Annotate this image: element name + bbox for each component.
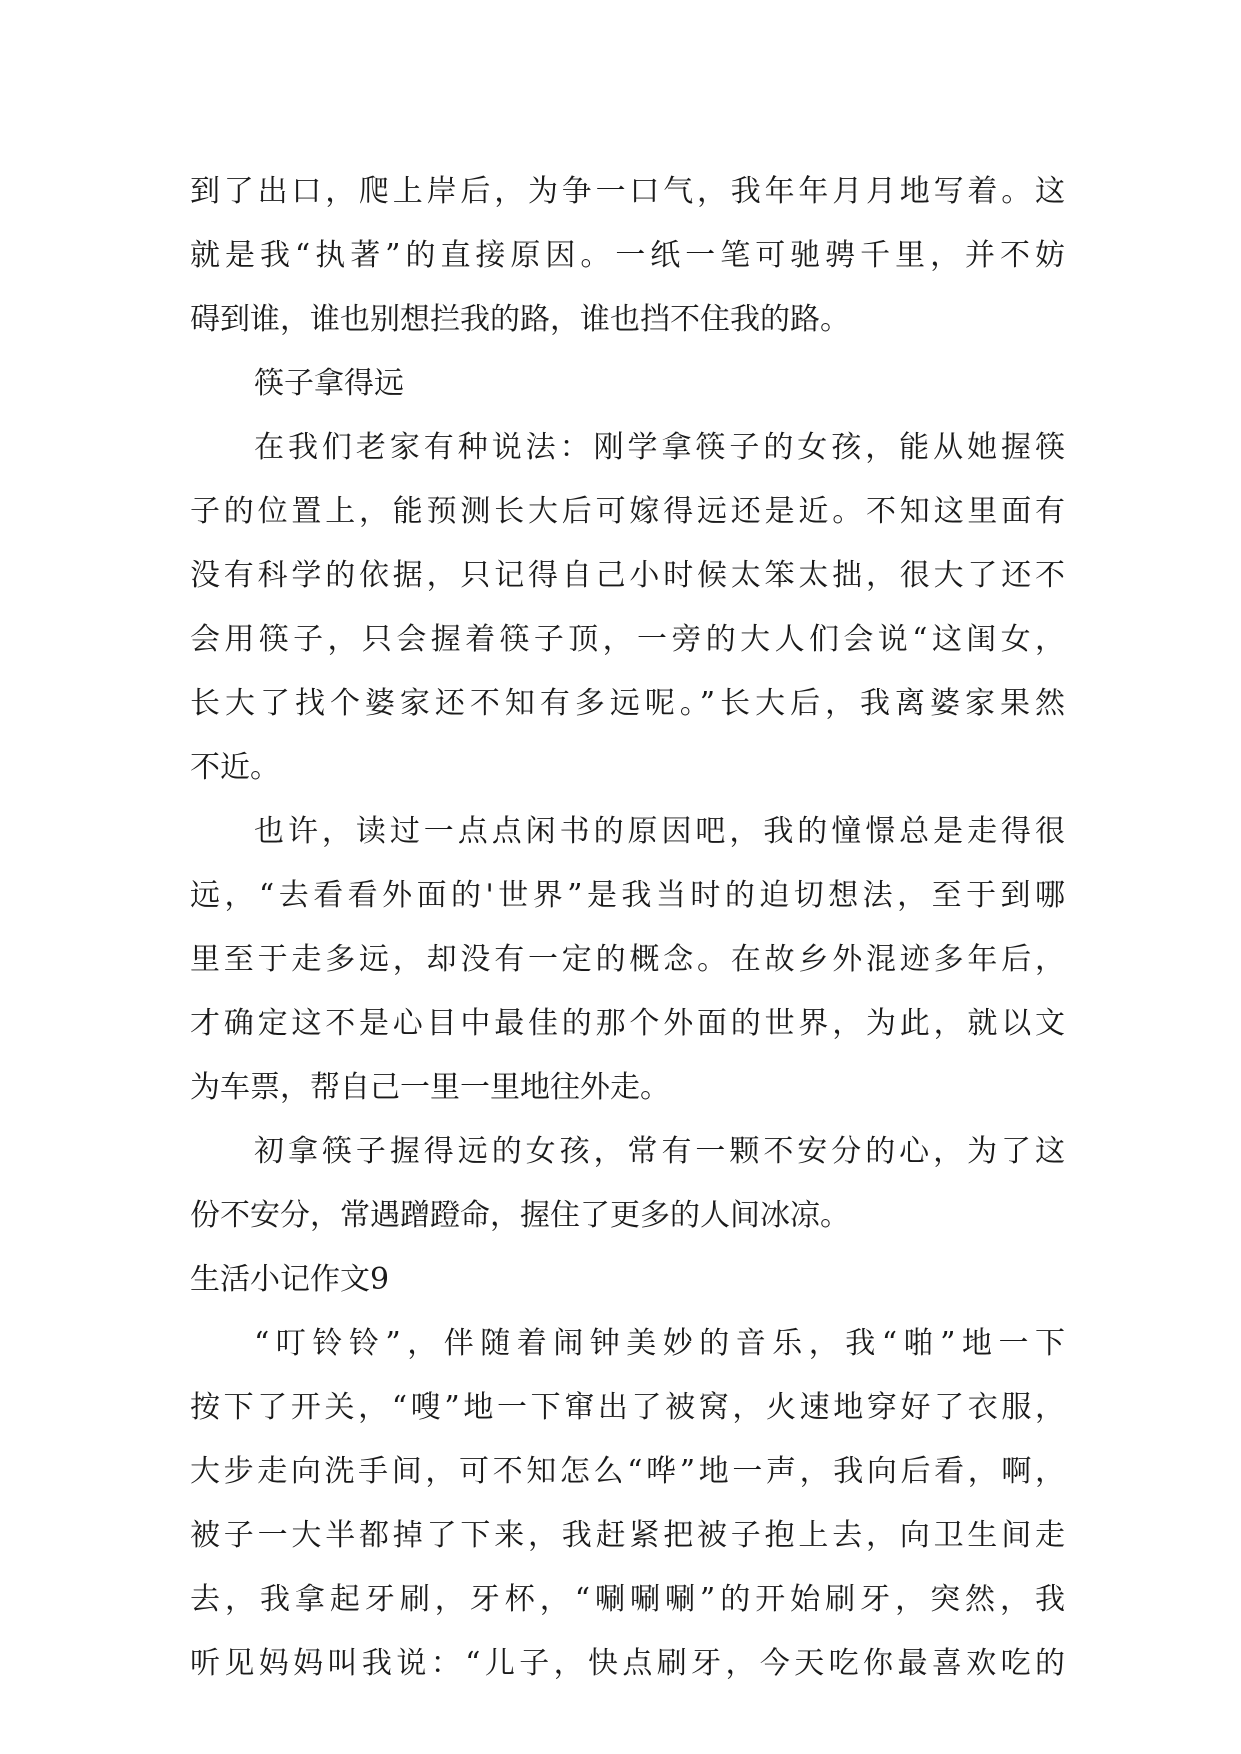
text-line: 子的位置上，能预测长大后可嫁得远还是近。不知这里面有: [190, 494, 1065, 529]
section-subtitle: [190, 352, 1065, 416]
text-line: 远，“去看看外面的'世界”是我当时的迫切想法，至于到哪: [190, 878, 1065, 913]
text-line: 去，我拿起牙刷，牙杯，“唰唰唰”的开始刷牙，突然，我: [190, 1582, 1065, 1617]
paragraph: [190, 800, 1065, 1120]
text-line: 才确定这不是心目中最佳的那个外面的世界，为此，就以文: [190, 1006, 1065, 1041]
text-line: 在我们老家有种说法：刚学拿筷子的女孩，能从她握筷: [254, 430, 1065, 465]
text-line: 大步走向洗手间，可不知怎么“哗”地一声，我向后看，啊，: [190, 1454, 1065, 1489]
paragraph: [190, 1120, 1065, 1248]
text-line: 没有科学的依据，只记得自己小时候太笨太拙，很大了还不: [190, 558, 1065, 593]
text-line: “叮铃铃”，伴随着闹钟美妙的音乐，我“啪”地一下: [254, 1326, 1065, 1361]
text-line: 到了出口，爬上岸后，为争一口气，我年年月月地写着。这: [190, 174, 1065, 209]
text-line: 听见妈妈叫我说：“儿子，快点刷牙，今天吃你最喜欢吃的: [190, 1646, 1065, 1681]
paragraph: [190, 1312, 1065, 1696]
paragraph-continuation: [190, 160, 1065, 352]
section-heading: [190, 1248, 1065, 1312]
text-line: 被子一大半都掉了下来，我赶紧把被子抱上去，向卫生间走: [190, 1518, 1065, 1553]
text-line: 也许，读过一点点闲书的原因吧，我的憧憬总是走得很: [254, 814, 1065, 849]
text-line: 为车票，帮自己一里一里地往外走。: [190, 1070, 670, 1105]
text-line: 份不安分，常遇蹭蹬命，握住了更多的人间冰凉。: [190, 1198, 850, 1233]
text-line: 里至于走多远，却没有一定的概念。在故乡外混迹多年后，: [190, 942, 1065, 977]
text-line: 长大了找个婆家还不知有多远呢。”长大后，我离婆家果然: [190, 686, 1065, 721]
text-line: 会用筷子，只会握着筷子顶，一旁的大人们会说“这闺女，: [190, 622, 1065, 657]
text-line: 就是我“执著”的直接原因。一纸一笔可驰骋千里，并不妨: [190, 238, 1065, 273]
paragraph: [190, 416, 1065, 800]
text-line: 生活小记作文9: [190, 1262, 390, 1297]
text-line: 按下了开关，“嗖”地一下窜出了被窝，火速地穿好了衣服，: [190, 1390, 1065, 1425]
text-line: 不近。: [190, 750, 280, 785]
text-line: 初拿筷子握得远的女孩，常有一颗不安分的心，为了这: [254, 1134, 1065, 1169]
document-page: [190, 160, 1065, 1696]
text-line: 筷子拿得远: [254, 366, 404, 401]
text-line: 碍到谁，谁也别想拦我的路，谁也挡不住我的路。: [190, 302, 850, 337]
